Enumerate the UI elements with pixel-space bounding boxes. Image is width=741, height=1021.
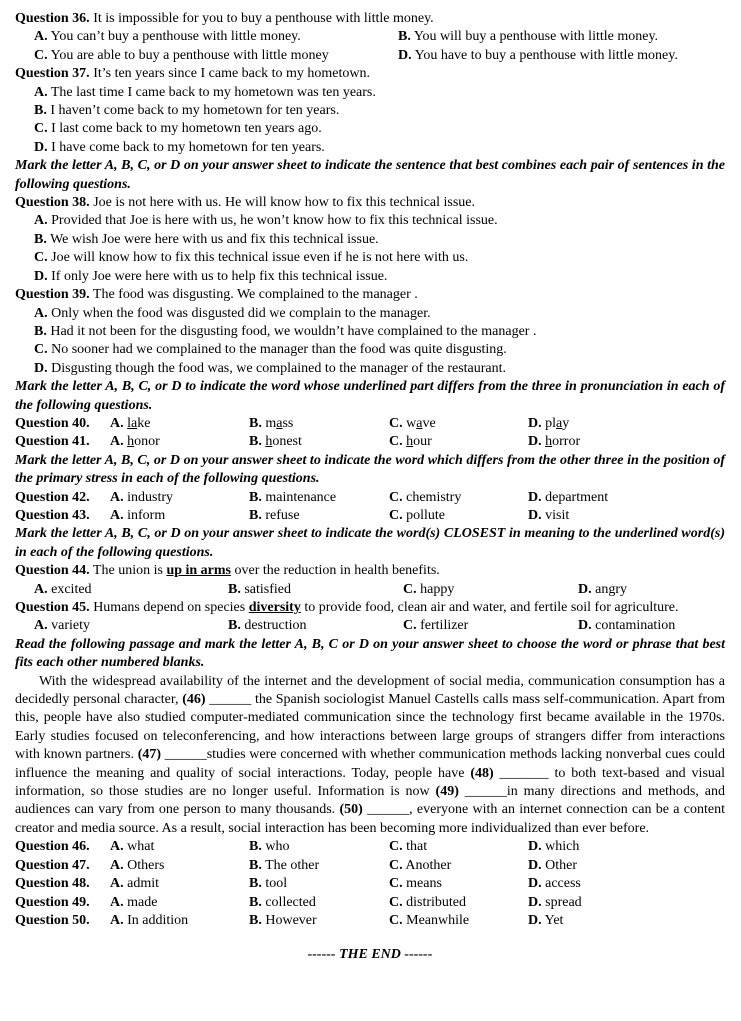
underlined-part: a bbox=[416, 415, 423, 431]
option-b[interactable] bbox=[249, 857, 389, 875]
blank-number: (47) bbox=[137, 747, 162, 763]
option-c[interactable] bbox=[389, 912, 528, 930]
option-text: variety bbox=[47, 618, 90, 634]
option-letter: A. bbox=[110, 912, 124, 928]
option-text: Yet bbox=[541, 912, 564, 928]
option-text: admit bbox=[123, 876, 160, 892]
option-text: refuse bbox=[261, 507, 300, 523]
option-d[interactable] bbox=[528, 507, 725, 525]
question-number: Question 46. bbox=[15, 839, 90, 855]
option-b[interactable] bbox=[249, 489, 389, 507]
option-letter: B. bbox=[249, 912, 262, 928]
option-text: Another bbox=[402, 857, 452, 873]
option-text: Provided that Joe is here with us, he won’t know how to fix this technical issue. bbox=[47, 213, 498, 229]
option-c[interactable] bbox=[15, 249, 725, 267]
option-text: destruction bbox=[240, 618, 307, 634]
option-text: pollute bbox=[402, 507, 446, 523]
option-text: m bbox=[261, 415, 277, 431]
option-letter: D. bbox=[34, 268, 48, 284]
option-letter: C. bbox=[34, 47, 48, 63]
question-number: Question 36. bbox=[15, 11, 90, 26]
option-letter: B. bbox=[249, 876, 262, 892]
option-letter: C. bbox=[389, 912, 403, 928]
option-text: ve bbox=[422, 415, 436, 431]
option-text: Other bbox=[541, 857, 578, 873]
question-38 bbox=[15, 194, 725, 212]
option-text: I haven’t come back to my hometown for ten years. bbox=[46, 103, 340, 119]
option-text: The last time I came back to my hometown was ten years. bbox=[47, 84, 376, 100]
option-c[interactable] bbox=[15, 120, 725, 138]
instruction-closest: Mark the letter A, B, C, or D on your answer sheet to indicate the word(s) CLOSEST in meaning to the underlined word(s) in each of the following questions. bbox=[15, 526, 725, 560]
option-a[interactable] bbox=[110, 415, 249, 433]
option-letter: B. bbox=[249, 415, 262, 431]
option-d[interactable] bbox=[528, 433, 725, 451]
question-45 bbox=[15, 599, 725, 617]
option-c[interactable] bbox=[403, 617, 578, 635]
option-d[interactable] bbox=[15, 360, 725, 378]
question-47 bbox=[15, 857, 725, 875]
option-c[interactable] bbox=[389, 415, 528, 433]
option-text: satisfied bbox=[240, 581, 291, 597]
option-letter: B. bbox=[228, 581, 241, 597]
question-37 bbox=[15, 65, 725, 83]
underlined-part: h bbox=[406, 434, 414, 450]
option-text: Joe will know how to fix this technical issue even if he is not here with us. bbox=[47, 250, 469, 266]
option-letter: B. bbox=[249, 839, 262, 855]
option-text: distributed bbox=[402, 894, 467, 910]
option-letter: D. bbox=[528, 507, 542, 523]
option-text: You will buy a penthouse with little money. bbox=[410, 29, 659, 45]
option-text: onor bbox=[134, 434, 160, 450]
option-text: You are able to buy a penthouse with little money bbox=[47, 47, 329, 63]
option-text: angry bbox=[591, 581, 628, 597]
underlined-phrase: up in arms bbox=[166, 563, 232, 579]
option-b[interactable] bbox=[15, 323, 725, 341]
option-text: contamination bbox=[591, 618, 676, 634]
option-letter: C. bbox=[389, 489, 403, 505]
option-text: You have to buy a penthouse with little money. bbox=[411, 47, 678, 63]
blank-number: (49) bbox=[435, 784, 459, 800]
option-b[interactable] bbox=[249, 838, 389, 856]
option-letter: B. bbox=[249, 434, 262, 450]
option-b[interactable] bbox=[249, 507, 389, 525]
question-42 bbox=[15, 489, 725, 507]
option-text: Had it not been for the disgusting food, we wouldn’t have complained to the manager . bbox=[46, 323, 537, 339]
passage-paragraph bbox=[15, 673, 725, 839]
option-letter: D. bbox=[528, 434, 542, 450]
question-stem: over the reduction in health benefits. bbox=[231, 563, 440, 579]
option-text: orror bbox=[552, 434, 581, 450]
option-letter: D. bbox=[528, 894, 542, 910]
option-d[interactable] bbox=[528, 415, 725, 433]
option-letter: D. bbox=[34, 360, 48, 376]
option-letter: B. bbox=[34, 103, 47, 119]
option-text: that bbox=[402, 839, 428, 855]
option-text: maintenance bbox=[261, 489, 337, 505]
option-letter: C. bbox=[389, 857, 403, 873]
underlined-part: h bbox=[265, 434, 273, 450]
option-text: y bbox=[562, 415, 570, 431]
option-a[interactable] bbox=[34, 581, 228, 599]
option-d[interactable] bbox=[528, 857, 725, 875]
blank-number: (48) bbox=[470, 765, 494, 781]
passage-text: , everyone with an internet connection can be a content creator and media source. As a result, social interaction has been becoming more individualized than ever before. bbox=[15, 802, 726, 836]
option-letter: D. bbox=[528, 876, 542, 892]
option-c[interactable] bbox=[389, 857, 528, 875]
question-36 bbox=[15, 10, 725, 28]
option-text: fertilizer bbox=[416, 618, 469, 634]
option-text: access bbox=[541, 876, 581, 892]
option-letter: A. bbox=[34, 581, 48, 597]
question-number: Question 48. bbox=[15, 876, 90, 892]
option-a[interactable] bbox=[15, 212, 725, 230]
option-letter: A. bbox=[110, 507, 124, 523]
option-letter: C. bbox=[389, 839, 403, 855]
option-letter: D. bbox=[528, 489, 542, 505]
underlined-part: h bbox=[545, 434, 553, 450]
question-44 bbox=[15, 562, 725, 580]
question-41 bbox=[15, 433, 725, 451]
option-text: pl bbox=[541, 415, 557, 431]
option-letter: C. bbox=[34, 121, 48, 137]
option-letter: B. bbox=[34, 323, 47, 339]
option-text: onest bbox=[272, 434, 302, 450]
option-letter: C. bbox=[403, 618, 417, 634]
question-number: Question 41. bbox=[15, 434, 90, 450]
question-40 bbox=[15, 415, 725, 433]
option-c[interactable] bbox=[403, 581, 578, 599]
question-39 bbox=[15, 286, 725, 304]
underlined-part: a bbox=[276, 415, 283, 431]
question-stem: Humans depend on species bbox=[89, 600, 249, 615]
instruction-stress: Mark the letter A, B, C, or D on your answer sheet to indicate the word which differs from the other three in the position of the primary stress in each of the following questions. bbox=[15, 452, 725, 487]
option-a[interactable] bbox=[15, 305, 725, 323]
option-letter: D. bbox=[398, 47, 412, 63]
question-36-options bbox=[15, 28, 725, 65]
option-b[interactable] bbox=[249, 433, 389, 451]
option-text: spread bbox=[541, 894, 582, 910]
option-text: ss bbox=[282, 415, 294, 431]
option-a[interactable] bbox=[15, 84, 725, 102]
option-c[interactable] bbox=[15, 341, 725, 359]
option-b[interactable] bbox=[249, 875, 389, 893]
question-stem: It is impossible for you to buy a penthouse with little money. bbox=[89, 11, 434, 26]
option-text: who bbox=[261, 839, 290, 855]
question-stem: to provide food, clean air and water, and fertile soil for agriculture. bbox=[300, 600, 679, 615]
question-46 bbox=[15, 838, 725, 856]
option-letter: A. bbox=[34, 213, 48, 229]
option-a[interactable] bbox=[34, 28, 398, 46]
option-letter: B. bbox=[398, 29, 411, 45]
blank-line[interactable]: ______ bbox=[205, 692, 255, 708]
option-letter: C. bbox=[403, 581, 417, 597]
option-c[interactable] bbox=[389, 875, 528, 893]
option-text: Others bbox=[123, 857, 165, 873]
option-c[interactable] bbox=[389, 507, 528, 525]
question-43 bbox=[15, 507, 725, 525]
underlined-phrase: diversity bbox=[248, 600, 301, 615]
option-a[interactable] bbox=[110, 433, 249, 451]
option-letter: D. bbox=[528, 857, 542, 873]
option-d[interactable] bbox=[578, 581, 725, 599]
passage-text: to both text-based and visual information, so those studies are no longer useful. Information is now bbox=[15, 765, 725, 800]
option-letter: A. bbox=[110, 857, 124, 873]
option-letter: A. bbox=[110, 434, 124, 450]
option-letter: A. bbox=[34, 618, 48, 634]
option-text: tool bbox=[261, 876, 288, 892]
question-stem: It’s ten years since I came back to my hometown. bbox=[89, 66, 370, 82]
passage-text: studies were concerned with whether communication methods lacking nonverbal cues could influence the meaning and quality of social interactions. Today, people have bbox=[15, 747, 725, 781]
question-50 bbox=[15, 912, 725, 930]
question-stem: Joe is not here with us. He will know how to fix this technical issue. bbox=[89, 195, 476, 211]
option-letter: A. bbox=[110, 489, 124, 505]
option-text: In addition bbox=[123, 912, 189, 928]
option-b[interactable] bbox=[15, 102, 725, 120]
option-c[interactable] bbox=[34, 47, 398, 65]
blank-line[interactable]: ______ bbox=[161, 747, 207, 763]
option-text: visit bbox=[541, 507, 570, 523]
option-letter: C. bbox=[389, 876, 403, 892]
option-text: what bbox=[123, 839, 155, 855]
option-text: Meanwhile bbox=[402, 912, 470, 928]
option-text: Disgusting though the food was, we complained to the manager of the restaurant. bbox=[47, 360, 507, 376]
question-44-options bbox=[15, 581, 725, 599]
option-a[interactable] bbox=[34, 617, 228, 635]
option-letter: D. bbox=[578, 618, 592, 634]
option-text: Only when the food was disgusted did we complain to the manager. bbox=[47, 305, 431, 321]
option-d[interactable] bbox=[528, 838, 725, 856]
blank-number: (50) bbox=[339, 802, 363, 818]
option-text: excited bbox=[47, 581, 92, 597]
blank-line[interactable]: ______ bbox=[362, 802, 410, 818]
question-number: Question 45. bbox=[15, 600, 90, 615]
option-letter: C. bbox=[34, 250, 48, 266]
question-number: Question 37. bbox=[15, 66, 90, 82]
question-number: Question 47. bbox=[15, 857, 90, 873]
option-d[interactable] bbox=[528, 912, 725, 930]
option-text: w bbox=[402, 415, 417, 431]
blank-number: (46) bbox=[182, 692, 206, 708]
option-text: However bbox=[261, 912, 317, 928]
option-d[interactable] bbox=[528, 894, 725, 912]
passage-text: the Spanish sociologist Manuel Castells calls mass self-communication. Apart from this, people have also studied computer-mediated communication since the technology first became available in the 1970s. Early studies focused on teleconferencing, and how interactions between large groups of strangers differ from interactions with known partners. bbox=[15, 692, 725, 763]
reading-passage bbox=[15, 673, 725, 839]
option-c[interactable] bbox=[389, 489, 528, 507]
option-text: which bbox=[541, 839, 580, 855]
option-text: The other bbox=[261, 857, 320, 873]
option-letter: B. bbox=[249, 489, 262, 505]
option-d[interactable] bbox=[398, 47, 718, 65]
option-d[interactable] bbox=[528, 489, 725, 507]
option-letter: C. bbox=[389, 415, 403, 431]
blank-line[interactable]: _______ bbox=[493, 765, 555, 781]
option-c[interactable] bbox=[389, 838, 528, 856]
option-d[interactable] bbox=[15, 139, 725, 157]
option-text: No sooner had we complained to the manager than the food was quite disgusting. bbox=[47, 342, 507, 358]
option-letter: D. bbox=[528, 415, 542, 431]
option-text: If only Joe were here with us to help fix this technical issue. bbox=[47, 268, 388, 284]
question-number: Question 42. bbox=[15, 489, 90, 505]
option-letter: A. bbox=[110, 876, 124, 892]
question-number: Question 39. bbox=[15, 287, 90, 303]
option-a[interactable] bbox=[110, 875, 249, 893]
option-b[interactable] bbox=[398, 28, 718, 46]
option-letter: A. bbox=[34, 305, 48, 321]
underlined-part: h bbox=[127, 434, 135, 450]
option-letter: D. bbox=[528, 912, 542, 928]
option-letter: C. bbox=[34, 342, 48, 358]
option-letter: B. bbox=[34, 231, 47, 247]
option-a[interactable] bbox=[110, 507, 249, 525]
option-b[interactable] bbox=[249, 912, 389, 930]
option-a[interactable] bbox=[110, 912, 249, 930]
option-b[interactable] bbox=[15, 231, 725, 249]
underlined-part: a bbox=[556, 415, 563, 431]
question-45-options bbox=[15, 617, 725, 635]
option-letter: B. bbox=[228, 618, 241, 634]
option-letter: A. bbox=[34, 84, 48, 100]
question-number: Question 40. bbox=[15, 415, 90, 431]
question-stem: The union is bbox=[89, 563, 167, 579]
option-text: chemistry bbox=[402, 489, 462, 505]
option-letter: C. bbox=[389, 894, 403, 910]
option-text: I last come back to my hometown ten years ago. bbox=[47, 121, 322, 137]
instruction-combine: Mark the letter A, B, C, or D on your answer sheet to indicate the sentence that best combines each pair of sentences in the following questions. bbox=[15, 158, 725, 192]
option-text: collected bbox=[261, 894, 316, 910]
option-letter: A. bbox=[34, 29, 48, 45]
question-49 bbox=[15, 894, 725, 912]
option-a[interactable] bbox=[110, 894, 249, 912]
option-text: ke bbox=[137, 415, 151, 431]
option-b[interactable] bbox=[249, 894, 389, 912]
option-c[interactable] bbox=[389, 894, 528, 912]
option-text: We wish Joe were here with us and fix this technical issue. bbox=[46, 231, 379, 247]
option-a[interactable] bbox=[110, 857, 249, 875]
question-number: Question 50. bbox=[15, 912, 90, 928]
option-letter: B. bbox=[249, 894, 262, 910]
option-text: department bbox=[541, 489, 609, 505]
option-b[interactable] bbox=[249, 415, 389, 433]
option-d[interactable] bbox=[528, 875, 725, 893]
option-letter: A. bbox=[110, 894, 124, 910]
option-d[interactable] bbox=[15, 268, 725, 286]
question-48 bbox=[15, 875, 725, 893]
option-text: inform bbox=[123, 507, 166, 523]
option-text: happy bbox=[416, 581, 455, 597]
option-text: made bbox=[123, 894, 158, 910]
instruction-pronunciation: Mark the letter A, B, C, or D to indicate the word whose underlined part differs from the three in pronunciation in each of the following questions. bbox=[15, 379, 725, 413]
option-letter: D. bbox=[578, 581, 592, 597]
option-letter: C. bbox=[389, 434, 403, 450]
option-letter: A. bbox=[110, 839, 124, 855]
blank-line[interactable]: ______ bbox=[458, 784, 507, 800]
passage-text: With the widespread availability of the internet and the development of social media, communication consumption has a decidedly personal character, bbox=[15, 673, 725, 708]
option-text: our bbox=[413, 434, 432, 450]
question-number: Question 43. bbox=[15, 507, 90, 523]
option-text: You can’t buy a penthouse with little money. bbox=[47, 29, 301, 45]
question-number: Question 49. bbox=[15, 894, 90, 910]
option-letter: C. bbox=[389, 507, 403, 523]
underlined-part: la bbox=[127, 415, 138, 431]
option-letter: D. bbox=[34, 139, 48, 155]
option-a[interactable] bbox=[110, 838, 249, 856]
instruction-passage: Read the following passage and mark the letter A, B, C or D on your answer sheet to choose the word or phrase that best fits each other numbered blanks. bbox=[15, 636, 725, 671]
option-text: industry bbox=[123, 489, 174, 505]
option-d[interactable] bbox=[578, 617, 725, 635]
option-letter: B. bbox=[249, 857, 262, 873]
passage-text: in many directions and methods, and audiences can vary from one person to many thousands. bbox=[15, 784, 726, 818]
option-c[interactable] bbox=[389, 433, 528, 451]
option-letter: A. bbox=[110, 415, 124, 431]
end-marker: ------ THE END ------ bbox=[307, 947, 433, 963]
option-text: I have come back to my hometown for ten years. bbox=[47, 139, 325, 155]
option-a[interactable] bbox=[110, 489, 249, 507]
option-b[interactable] bbox=[228, 617, 403, 635]
option-letter: B. bbox=[249, 507, 262, 523]
option-text: means bbox=[402, 876, 442, 892]
option-b[interactable] bbox=[228, 581, 403, 599]
option-letter: D. bbox=[528, 839, 542, 855]
question-number: Question 38. bbox=[15, 195, 90, 211]
question-stem: The food was disgusting. We complained to the manager . bbox=[89, 287, 418, 303]
question-number: Question 44. bbox=[15, 563, 90, 579]
